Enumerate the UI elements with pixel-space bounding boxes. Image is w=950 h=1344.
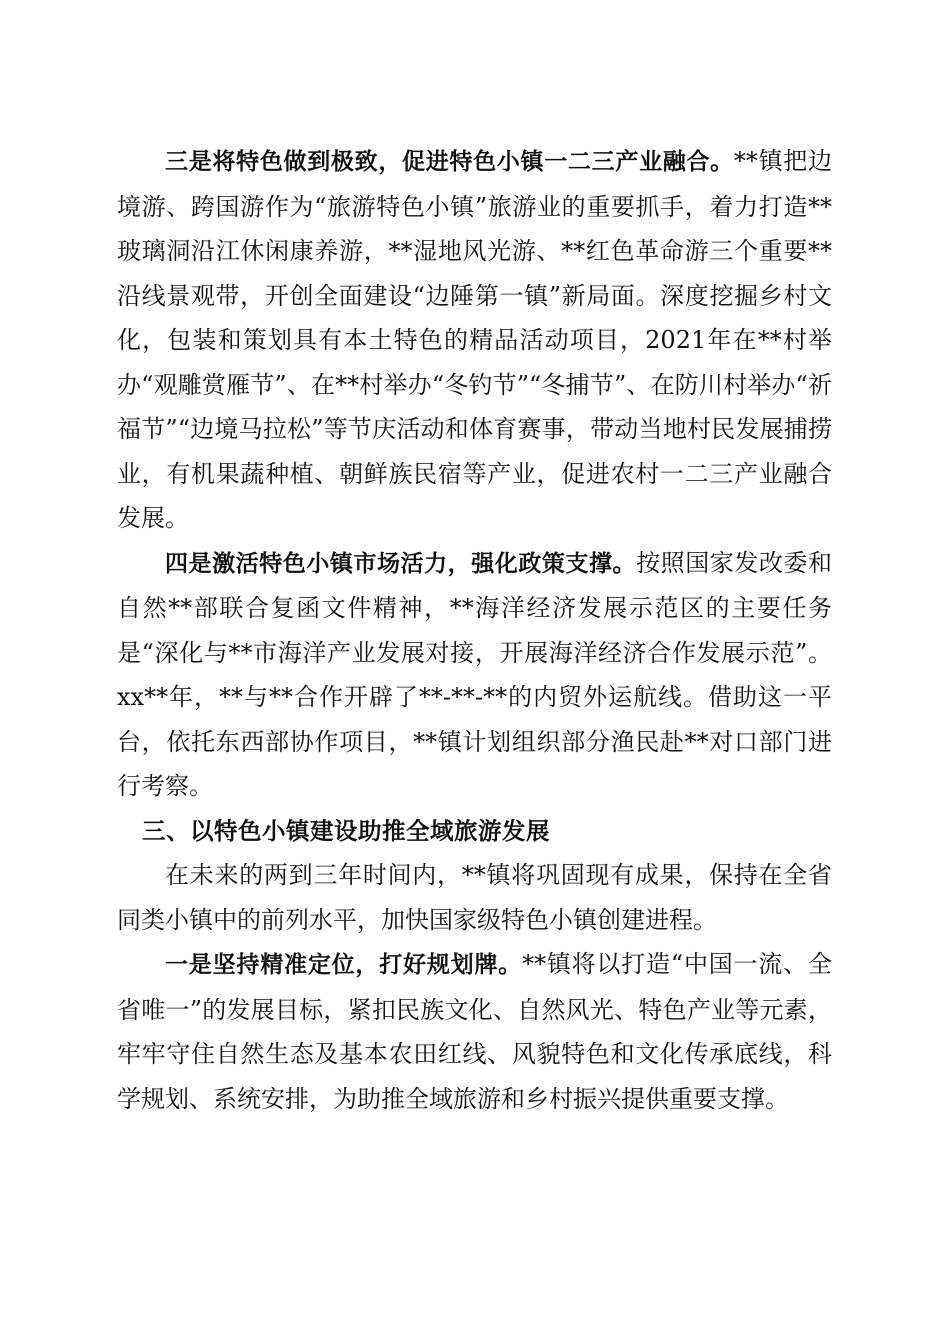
paragraph-text: **镇将以打造“中国一流、全省唯一”的发展目标，紧扣民族文化、自然风光、特色产业等元素，牢牢守住自然生态及基本农田红线、风貌特色和文化传承底线，科学规划、系统安排，为助推全域旅游和乡村振兴提供重要支撑。: [117, 950, 832, 1113]
paragraph-lead: 四是激活特色小镇市场活力，强化政策支撑。: [165, 550, 637, 577]
paragraph-one-positioning: [117, 942, 832, 1121]
section-heading: 三、以特色小镇建设助推全域旅游发展: [142, 816, 550, 845]
paragraph-text: **镇把边境游、跨国游作为“旅游特色小镇”旅游业的重要抓手，着力打造**玻璃洞沿江休闲康养游，**湿地风光游、**红色革命游三个重要**沿线景观带，开创全面建设“边陲第一镇”新局面。深度挖掘乡村文化，包装和策划具有本土特色的精品活动项目，2021年在**村举办“观雕赏雁节”、在**村举办“冬钓节”“冬捕节”、在防川村举办“祈福节”“边境马拉松”等节庆活动和体育赛事，带动当地村民发展捕捞业，有机果蔬种植、朝鲜族民宿等产业，促进农村一二三产业融合发展。: [117, 147, 833, 532]
document-body: [117, 139, 832, 1121]
paragraph-lead: 一是坚持精准定位，打好规划牌。: [165, 952, 523, 978]
paragraph-lead: 三是将特色做到极致，促进特色小镇一二三产业融合。: [165, 149, 734, 175]
section-intro-paragraph: 在未来的两到三年时间内，**镇将巩固现有成果，保持在全省同类小镇中的前列水平，加快国家级特色小镇创建进程。: [117, 861, 832, 934]
paragraph-text: 按照国家发改委和自然**部联合复函文件精神，**海洋经济发展示范区的主要任务是“深化与**市海洋产业发展对接，开展海洋经济合作发展示范”。xx**年，**与**合作开辟了**-**-**的内贸外运航线。借助这一平台，依托东西部协作项目，**镇计划组织部分渔民赴**对口部门进行考察。: [117, 548, 833, 800]
paragraph-four-market-vitality: [117, 541, 832, 809]
paragraph-three-integration: [117, 139, 832, 541]
